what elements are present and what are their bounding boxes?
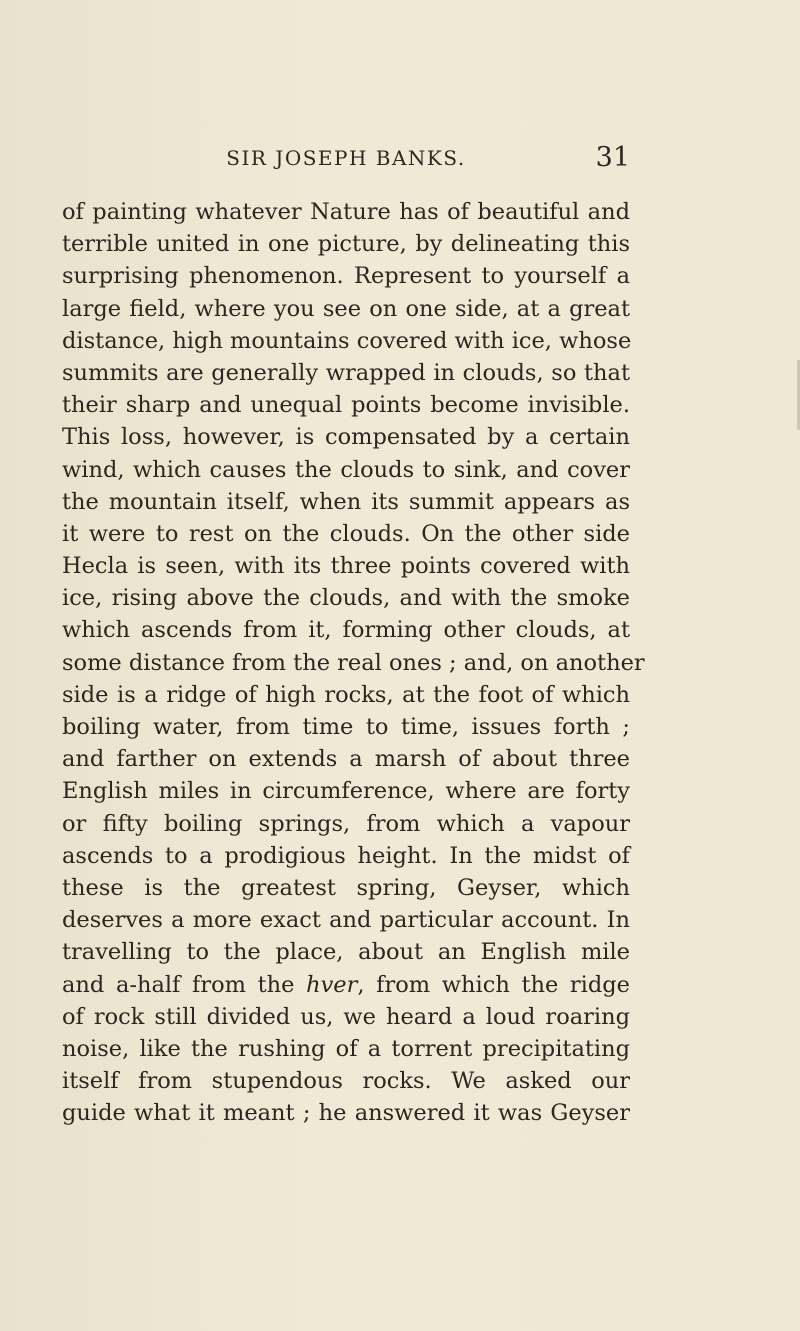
text-line: guide what it meant ; he answered it was Geyser bbox=[62, 1100, 630, 1127]
italic-word: hver bbox=[306, 971, 358, 998]
text-segment: , from which the ridge bbox=[357, 971, 630, 998]
text-segment: and a-half from the bbox=[62, 971, 307, 998]
page-number: 31 bbox=[595, 142, 630, 173]
text-line: deserves a more exact and particular account. In bbox=[62, 907, 630, 934]
text-line: of rock still divided us, we heard a loud roaring bbox=[62, 1003, 630, 1030]
text-line: these is the greatest spring, Geyser, which bbox=[62, 874, 630, 901]
text-line: distance, high mountains covered with ice, whose bbox=[62, 327, 632, 354]
text-line: side is a ridge of high rocks, at the foot of which bbox=[62, 681, 630, 708]
text-line: noise, like the rushing of a torrent precipitating bbox=[62, 1035, 630, 1062]
text-line: of painting whatever Nature has of beautiful and bbox=[62, 199, 630, 225]
text-line: terrible united in one picture, by delineating this bbox=[62, 231, 630, 258]
text-line: it were to rest on the clouds. On the other side bbox=[62, 520, 630, 547]
text-line: or fifty boiling springs, from which a vapour bbox=[62, 810, 630, 837]
page-header bbox=[62, 140, 630, 176]
text-line: and farther on extends a marsh of about three bbox=[62, 746, 630, 773]
body-text bbox=[62, 196, 645, 1129]
text-line: their sharp and unequal points become invisible. bbox=[62, 392, 630, 419]
text-line: itself from stupendous rocks. We asked our bbox=[62, 1068, 630, 1095]
text-line: travelling to the place, about an English mile bbox=[62, 939, 630, 966]
text-line: ice, rising above the clouds, and with the smoke bbox=[62, 585, 630, 612]
text-line: which ascends from it, forming other clouds, at bbox=[62, 617, 630, 644]
text-line: ascends to a prodigious height. In the midst of bbox=[62, 842, 630, 869]
text-line: boiling water, from time to time, issues forth ; bbox=[62, 714, 630, 740]
text-line: the mountain itself, when its summit appears as bbox=[62, 488, 630, 515]
text-line-with-italic bbox=[62, 969, 630, 1001]
text-line: Hecla is seen, with its three points covered with bbox=[62, 553, 630, 580]
text-line: summits are generally wrapped in clouds, so that bbox=[62, 359, 630, 386]
text-line: large field, where you see on one side, at a great bbox=[62, 295, 630, 322]
text-line: surprising phenomenon. Represent to yourself a bbox=[62, 263, 630, 290]
text-line: some distance from the real ones ; and, on another bbox=[62, 649, 645, 676]
text-line: This loss, however, is compensated by a certain bbox=[62, 424, 630, 451]
text-line: English miles in circumference, where are forty bbox=[62, 778, 630, 805]
text-line: wind, which causes the clouds to sink, and cover bbox=[62, 456, 630, 483]
running-title: SIR JOSEPH BANKS. bbox=[226, 146, 466, 170]
